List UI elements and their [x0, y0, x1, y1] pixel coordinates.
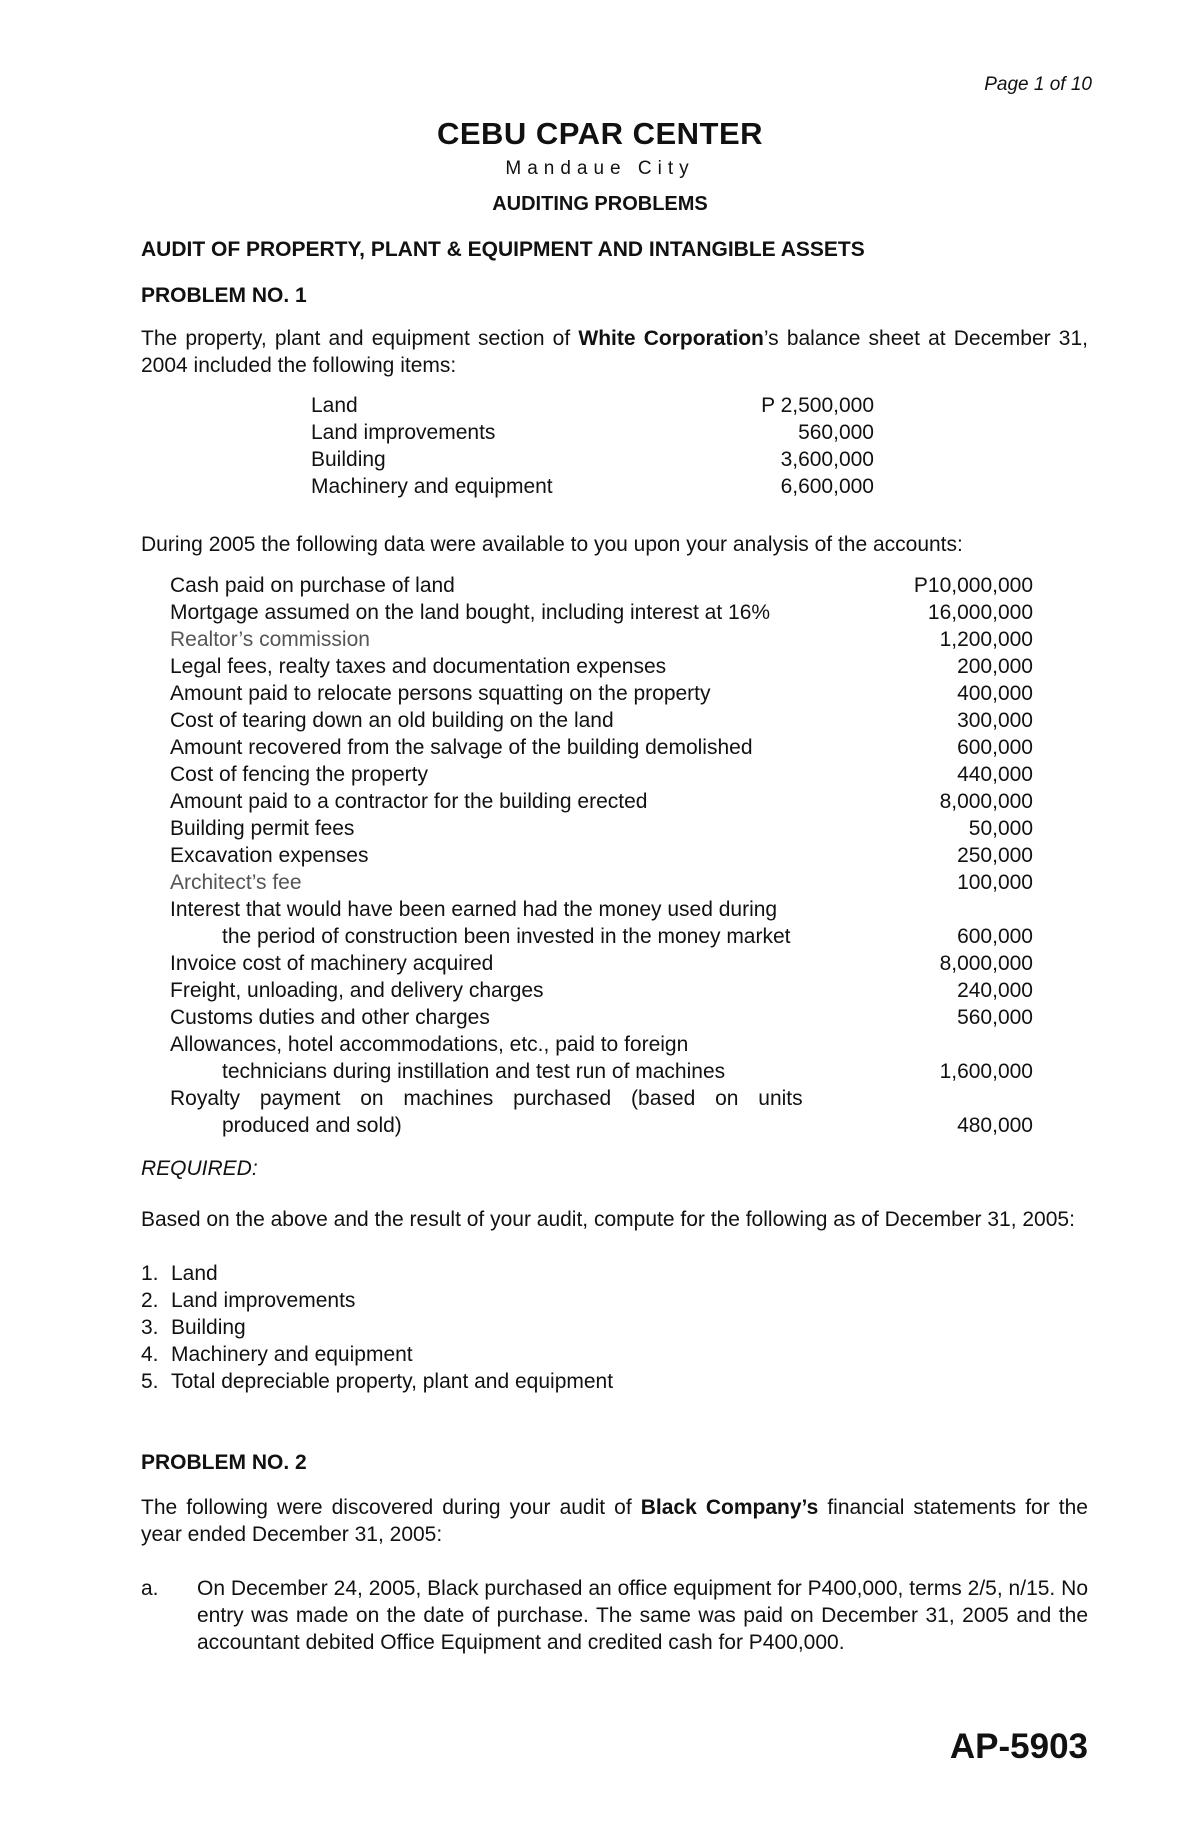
intro-text: The following were discovered during your audit of	[141, 1496, 641, 1519]
item-amount: 1,600,000	[939, 1060, 1033, 1083]
problem1-heading: PROBLEM NO. 1	[141, 284, 307, 307]
list-number: 2.	[141, 1289, 159, 1312]
required-label: REQUIRED:	[141, 1157, 258, 1180]
item-label: Cash paid on purchase of land	[170, 574, 455, 597]
balance-row	[311, 419, 874, 446]
section-title: AUDIT OF PROPERTY, PLANT & EQUIPMENT AND INTANGIBLE ASSETS	[141, 238, 865, 261]
item-label: Royalty payment on machines purchased (based on units	[170, 1087, 803, 1110]
list-number: 4.	[141, 1343, 159, 1366]
during-text: During 2005 the following data were available to you upon your analysis of the accounts:	[141, 533, 963, 556]
item-amount: 400,000	[957, 682, 1033, 705]
doc-subtitle: AUDITING PROBLEMS	[492, 193, 708, 215]
list-number: 1.	[141, 1262, 159, 1285]
item-label: Interest that would have been earned had the money used during	[170, 898, 778, 921]
item-label: Cost of tearing down an old building on the land	[170, 709, 614, 732]
item-row	[170, 653, 1033, 680]
item-label: Invoice cost of machinery acquired	[170, 952, 494, 975]
item-amount: 200,000	[957, 655, 1033, 678]
item-a-letter: a.	[141, 1577, 159, 1600]
item-row	[170, 734, 1033, 761]
list-item	[141, 1314, 613, 1341]
item-amount: 50,000	[968, 817, 1033, 840]
item-row	[170, 572, 1033, 599]
list-item	[141, 1341, 613, 1368]
item-amount: P10,000,000	[913, 574, 1033, 597]
item-row	[170, 1085, 1033, 1112]
item-row	[170, 896, 1033, 923]
item-label: Cost of fencing the property	[170, 763, 428, 786]
item-amount: 100,000	[957, 871, 1033, 894]
item-row	[170, 869, 1033, 896]
balance-label: Building	[311, 448, 386, 471]
balance-amount: 3,600,000	[780, 448, 874, 471]
intro-text-end: financial statements for the year ended December 31, 2005:	[141, 1496, 1088, 1546]
balance-row	[311, 446, 874, 473]
item-label: Customs duties and other charges	[170, 1006, 490, 1029]
item-amount: 300,000	[957, 709, 1033, 732]
item-label: Amount paid to a contractor for the building erected	[170, 790, 648, 813]
company-name: White Corporation	[578, 327, 764, 350]
item-row	[170, 1058, 1033, 1085]
item-label: Allowances, hotel accommodations, etc., paid to foreign	[170, 1033, 689, 1056]
item-row	[170, 788, 1033, 815]
item-a-text: On December 24, 2005, Black purchased an office equipment for P400,000, terms 2/5, n/15. No entry was made on the date of purchase. The same was paid on December 31, 2005 and the accountant debited Office Equipment and credited cash for P400,000.	[197, 1577, 1088, 1654]
item-label: Mortgage assumed on the land bought, including interest at 16%	[170, 601, 771, 624]
list-number: 3.	[141, 1316, 159, 1339]
balance-amount: 6,600,000	[780, 475, 874, 498]
item-label: technicians during instillation and test run of machines	[222, 1060, 726, 1083]
required-text: Based on the above and the result of your audit, compute for the following as of December 31, 2005:	[141, 1208, 1075, 1231]
item-amount: 16,000,000	[927, 601, 1033, 624]
item-label: Amount paid to relocate persons squatting on the property	[170, 682, 711, 705]
item-row	[170, 923, 1033, 950]
list-item	[141, 1260, 613, 1287]
item-amount: 240,000	[957, 979, 1033, 1002]
page-number: Page 1 of 10	[984, 74, 1092, 95]
list-text: Land improvements	[171, 1289, 356, 1312]
item-label: the period of construction been invested in the money market	[222, 925, 791, 948]
item-row	[170, 626, 1033, 653]
balance-amount: P 2,500,000	[761, 394, 874, 417]
item-row	[170, 842, 1033, 869]
intro-text: The property, plant and equipment section of	[141, 327, 579, 350]
intro-text-end: ’s balance sheet at December 31, 2004 included the following items:	[141, 327, 1088, 377]
item-row	[170, 950, 1033, 977]
footer-code: AP-5903	[949, 1727, 1088, 1766]
item-amount: 8,000,000	[939, 790, 1033, 813]
balance-amount: 560,000	[798, 421, 874, 444]
item-row	[170, 1031, 1033, 1058]
item-row	[170, 977, 1033, 1004]
item-label: Legal fees, realty taxes and documentation expenses	[170, 655, 667, 678]
item-amount: 1,200,000	[939, 628, 1033, 651]
item-label: produced and sold)	[222, 1114, 402, 1137]
required-list	[141, 1260, 613, 1395]
balance-row	[311, 392, 874, 419]
org-city: Mandaue City	[505, 158, 695, 179]
item-amount: 8,000,000	[939, 952, 1033, 975]
item-row	[170, 707, 1033, 734]
company-name: Black Company’s	[640, 1496, 819, 1519]
list-text: Land	[171, 1262, 218, 1285]
org-title: CEBU CPAR CENTER	[436, 116, 764, 151]
item-row	[170, 680, 1033, 707]
list-text: Building	[171, 1316, 246, 1339]
list-text: Machinery and equipment	[171, 1343, 413, 1366]
balance-label: Land improvements	[311, 421, 496, 444]
list-number: 5.	[141, 1370, 159, 1393]
item-amount: 600,000	[957, 736, 1033, 759]
item-amount: 480,000	[957, 1114, 1033, 1137]
item-amount: 560,000	[957, 1006, 1033, 1029]
problem2-heading: PROBLEM NO. 2	[141, 1451, 307, 1474]
item-amount: 250,000	[957, 844, 1033, 867]
list-item	[141, 1287, 613, 1314]
item-row	[170, 599, 1033, 626]
item-label: Freight, unloading, and delivery charges	[170, 979, 544, 1002]
item-row	[170, 1112, 1033, 1139]
item-amount: 600,000	[957, 925, 1033, 948]
item-row	[170, 815, 1033, 842]
item-row	[170, 761, 1033, 788]
problem2-intro	[141, 1494, 1088, 1548]
item-label: Building permit fees	[170, 817, 355, 840]
list-text: Total depreciable property, plant and equipment	[171, 1370, 614, 1393]
balance-label: Machinery and equipment	[311, 475, 553, 498]
item-amount: 440,000	[957, 763, 1033, 786]
problem1-intro	[141, 325, 1088, 379]
item-label: Realtor’s commission	[170, 628, 370, 651]
item-label: Architect’s fee	[170, 871, 302, 894]
item-label: Amount recovered from the salvage of the building demolished	[170, 736, 753, 759]
balance-row	[311, 473, 874, 500]
balance-label: Land	[311, 394, 358, 417]
item-row	[170, 1004, 1033, 1031]
list-item	[141, 1368, 613, 1395]
item-label: Excavation expenses	[170, 844, 369, 867]
